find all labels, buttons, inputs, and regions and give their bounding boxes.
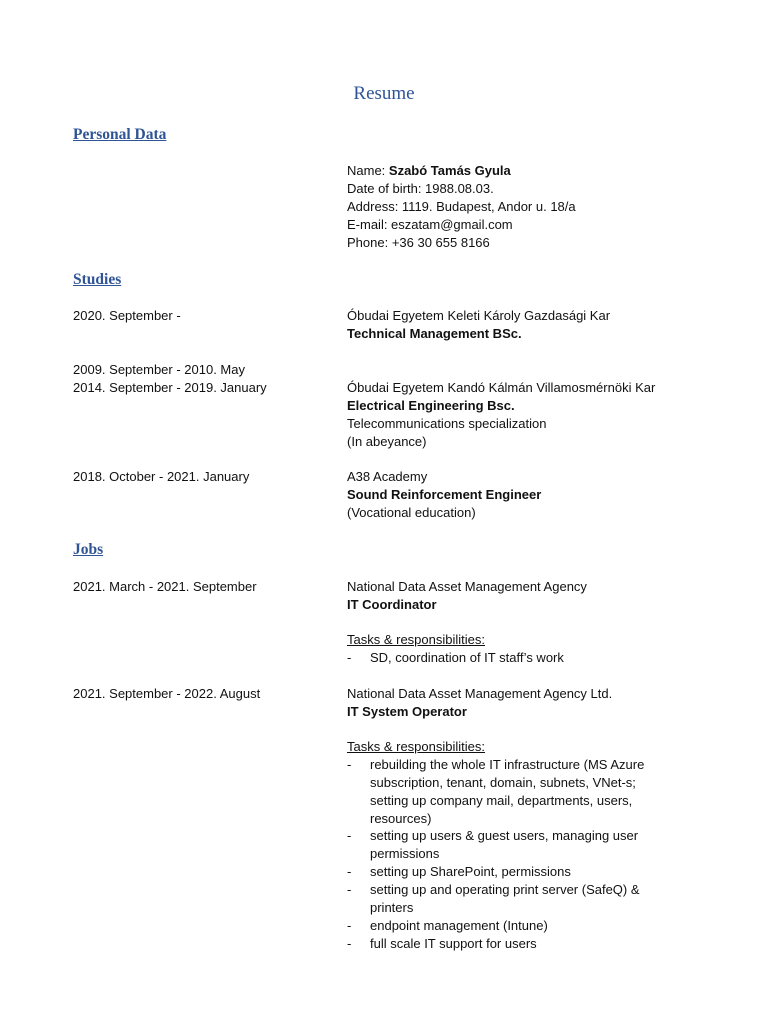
task-item: setting up users & guest users, managing user [370,828,639,843]
phone: Phone: +36 30 655 8166 [347,235,490,250]
job-position: IT System Operator [347,704,467,719]
bullet-dash: - [347,864,352,879]
study-dates: 2018. October - 2021. January [73,469,250,484]
task-item: endpoint management (Intune) [370,918,548,933]
name-line [347,162,511,180]
task-item: full scale IT support for users [370,936,537,951]
bullet-dash: - [347,936,352,951]
study-note: (In abeyance) [347,434,427,449]
job-employer: National Data Asset Management Agency Ltd. [347,686,613,701]
jobs-heading: Jobs [73,541,104,558]
job-position: IT Coordinator [347,597,437,612]
study-note: Telecommunications specialization [347,416,547,431]
bullet-dash: - [347,757,352,772]
study-dates: 2020. September - [73,308,181,323]
tasks-label: Tasks & responsibilities: [347,739,485,754]
bullet-dash: - [347,918,352,933]
name-label: Name: [347,163,389,178]
study-institution: A38 Academy [347,469,428,484]
job-employer: National Data Asset Management Agency [347,579,587,594]
name-value: Szabó Tamás Gyula [388,163,511,178]
task-item: setting up SharePoint, permissions [370,864,571,879]
job-dates: 2021. September - 2022. August [73,686,261,701]
task-item-continuation: permissions [370,846,440,861]
study-dates: 2014. September - 2019. January [73,380,267,395]
study-degree: Technical Management BSc. [347,326,522,341]
resume-title: Resume [353,83,415,104]
task-item: rebuilding the whole IT infrastructure (MS Azure [370,757,645,772]
bullet-dash: - [347,828,352,843]
task-item-continuation: resources) [370,811,432,826]
address: Address: 1119. Budapest, Andor u. 18/a [347,199,576,214]
task-item-continuation: printers [370,900,414,915]
task-item-continuation: setting up company mail, departments, users, [370,793,633,808]
birth-date: Date of birth: 1988.08.03. [347,181,494,196]
study-note: (Vocational education) [347,505,476,520]
bullet-dash: - [347,882,352,897]
study-institution: Óbudai Egyetem Keleti Károly Gazdasági Kar [347,308,611,323]
bullet-dash: - [347,650,352,665]
task-item-continuation: subscription, tenant, domain, subnets, VNet-s; [370,775,636,790]
personal-data-heading: Personal Data [73,126,167,143]
study-dates: 2009. September - 2010. May [73,362,245,377]
task-item: SD, coordination of IT staff’s work [370,650,564,665]
task-item: setting up and operating print server (SafeQ) & [370,882,640,897]
study-degree: Sound Reinforcement Engineer [347,487,542,502]
tasks-label: Tasks & responsibilities: [347,632,485,647]
study-degree: Electrical Engineering Bsc. [347,398,515,413]
study-institution: Óbudai Egyetem Kandó Kálmán Villamosmérnöki Kar [347,380,656,395]
job-dates: 2021. March - 2021. September [73,579,257,594]
studies-heading: Studies [73,271,122,288]
email: E-mail: eszatam@gmail.com [347,217,513,232]
